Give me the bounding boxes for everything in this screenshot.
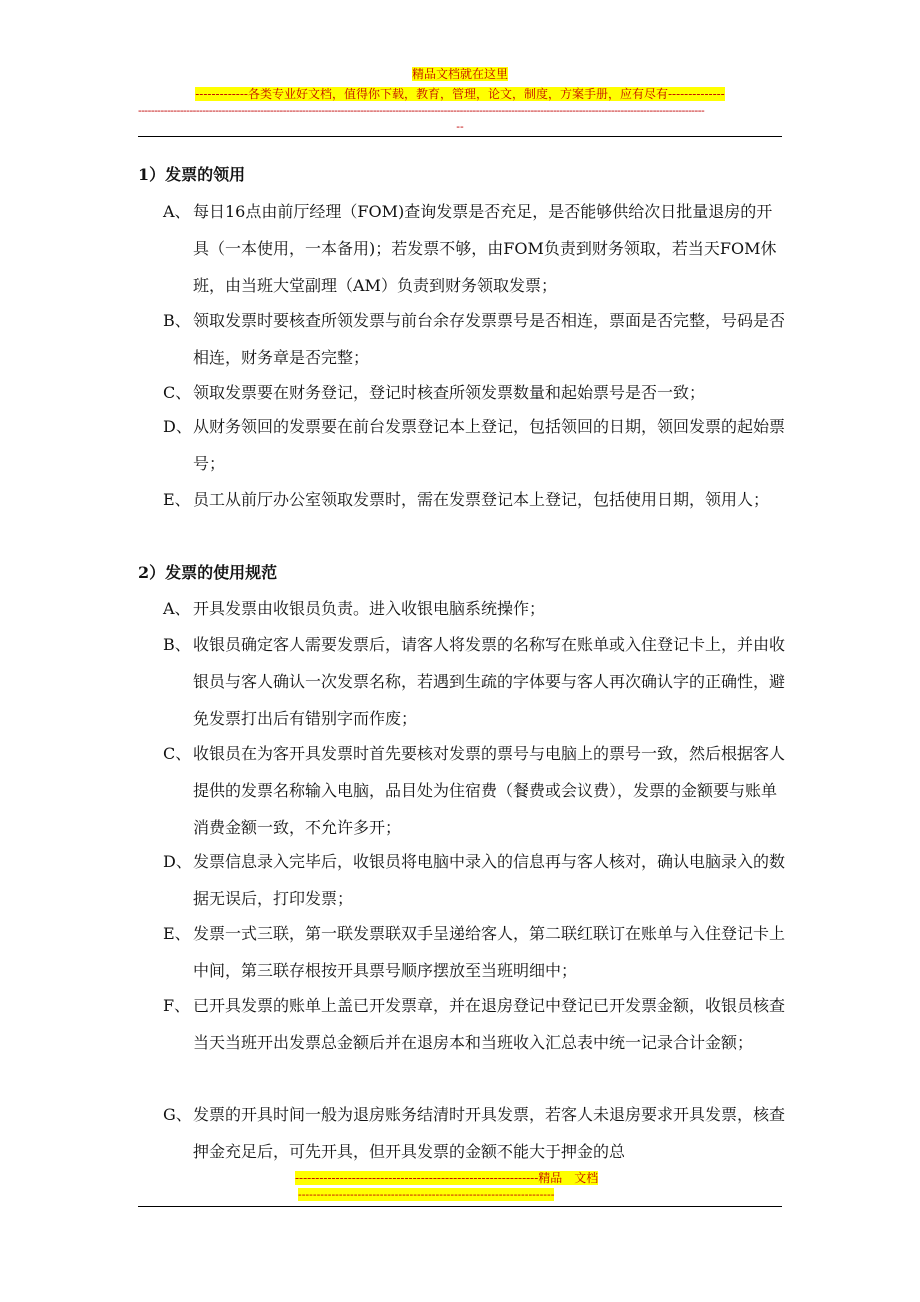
- list-item-2b: [163, 626, 785, 737]
- item-text: 领取发票时要核查所领发票与前台余存发票票号是否相连，票面是否完整，号码是否相连，财务章是否完整；: [193, 311, 786, 367]
- list-item-2c: [163, 735, 785, 846]
- item-label: C、: [163, 744, 192, 763]
- list-item-2d: [163, 843, 785, 917]
- header-title: 精品文档就在这里: [411, 67, 508, 81]
- footer-line-2: [298, 1188, 620, 1202]
- footer-line-1: [295, 1170, 598, 1186]
- item-label: C、: [163, 383, 192, 402]
- list-item-2f: [163, 987, 785, 1061]
- item-label: F、: [163, 996, 191, 1015]
- list-item-1c: [163, 374, 785, 411]
- item-label: G、: [163, 1105, 192, 1124]
- item-text: 每日16点由前厅经理（FOM)查询发票是否充足，是否能够供给次日批量退房的开具（一本使用，一本备用)；若发票不够，由FOM负责到财务领取，若当天FOM休班，由当班大堂副理（AM）负责到财务领取发票；: [193, 202, 777, 295]
- item-label: E、: [163, 490, 191, 509]
- section-heading-2: 2）发票的使用规范: [138, 563, 278, 582]
- header-dash-line: --------------------------------------------------------------------------------------------------------------------------------------------------------------------------------: [138, 104, 705, 117]
- list-item-2g: [163, 1096, 785, 1170]
- list-item-2a: [163, 590, 785, 627]
- list-item-1e: [163, 481, 785, 518]
- item-text: 已开具发票的账单上盖已开发票章，并在退房登记中登记已开发票金额，收银员核查当天当班开出发票总金额后并在退房本和当班收入汇总表中统一记录合计金额；: [193, 996, 786, 1052]
- footer-brand: ------------------------------------------------------------精品 文档: [295, 1171, 599, 1185]
- item-text: 收银员确定客人需要发票后，请客人将发票的名称写在账单或入住登记卡上，并由收银员与客人确认一次发票名称，若遇到生疏的字体要与客人再次确认字的正确性，避免发票打出后有错别字而作废；: [193, 635, 786, 728]
- item-text: 从财务领回的发票要在前台发票登记本上登记，包括领回的日期，领回发票的起始票号；: [193, 417, 786, 473]
- item-text: 发票信息录入完毕后，收银员将电脑中录入的信息再与客人核对，确认电脑录入的数据无误后，打印发票；: [193, 852, 786, 908]
- item-label: B、: [163, 635, 191, 654]
- item-text: 开具发票由收银员负责。进入收银电脑系统操作；: [193, 599, 546, 618]
- item-label: B、: [163, 311, 191, 330]
- item-label: E、: [163, 924, 191, 943]
- list-item-2e: [163, 915, 785, 989]
- section-heading-1: 1）发票的领用: [138, 165, 246, 184]
- header-tagline: -------------各类专业好文档，值得你下载，教育，管理，论文，制度，方案手册，应有尽有--------------: [195, 87, 725, 101]
- list-item-1a: [163, 193, 785, 304]
- item-text: 收银员在为客开具发票时首先要核对发票的票号与电脑上的票号一致，然后根据客人提供的发票名称输入电脑，品目处为住宿费（餐费或会议费），发票的金额要与账单消费金额一致，不允许多开；: [193, 744, 786, 837]
- item-text: 发票一式三联，第一联发票联双手呈递给客人，第二联红联订在账单与入住登记卡上中间，第三联存根按开具票号顺序摆放至当班明细中；: [193, 924, 786, 980]
- item-text: 员工从前厅办公室领取发票时，需在发票登记本上登记，包括使用日期，领用人；: [193, 490, 770, 509]
- item-label: A、: [163, 599, 191, 618]
- item-label: D、: [163, 852, 192, 871]
- header-dash-tail: --: [456, 120, 464, 133]
- header-rule: [138, 136, 782, 137]
- item-text: 发票的开具时间一般为退房账务结清时开具发票，若客人未退房要求开具发票，核查押金充足后，可先开具，但开具发票的金额不能大于押金的总: [193, 1105, 786, 1161]
- list-item-1d: [163, 408, 785, 482]
- item-label: A、: [163, 202, 191, 221]
- header-title-row: [0, 66, 920, 82]
- item-text: 领取发票要在财务登记，登记时核查所领发票数量和起始票号是否一致；: [193, 383, 706, 402]
- header-tagline-row: [0, 86, 920, 102]
- item-label: D、: [163, 417, 192, 436]
- list-item-1b: [163, 302, 785, 376]
- footer-rule: [138, 1206, 782, 1207]
- footer-dash: ---------------------------------------------------------------------: [298, 1188, 555, 1201]
